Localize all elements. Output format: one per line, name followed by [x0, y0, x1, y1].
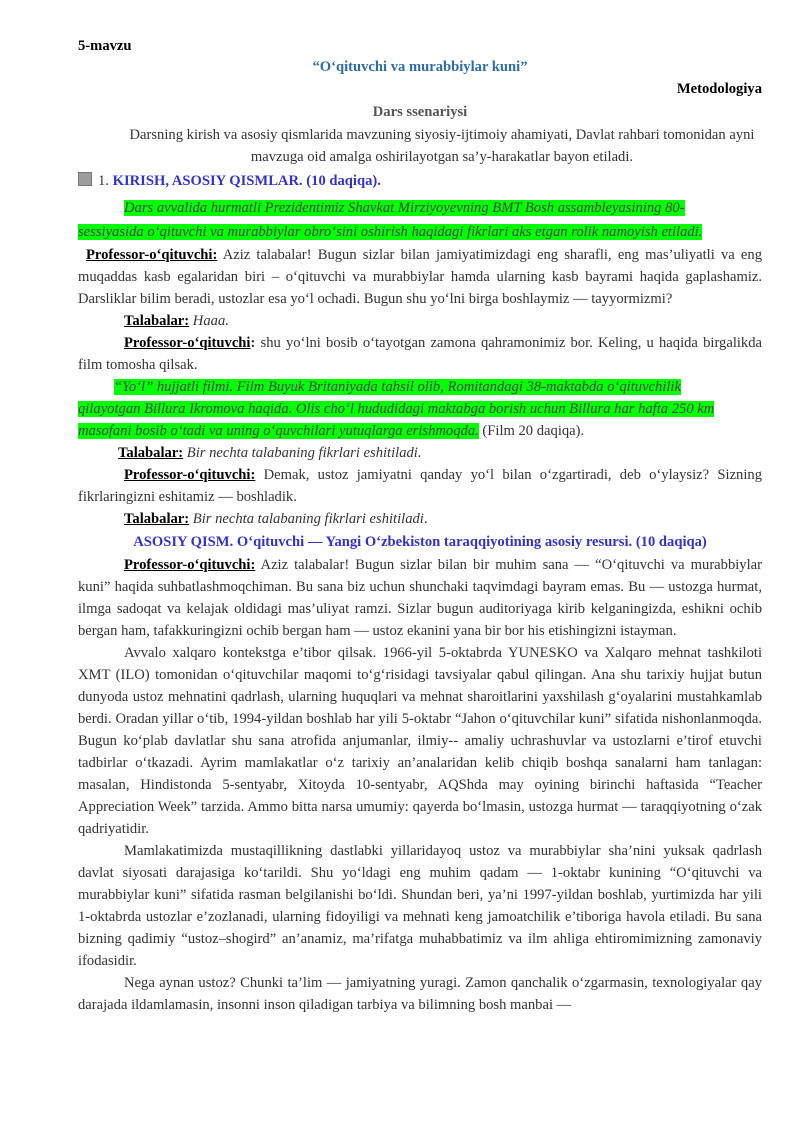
scenario-heading: Dars ssenariysi	[372, 104, 468, 120]
methodology-label: Metodologiya	[676, 81, 762, 97]
section-1-title: KIRISH, ASOSIY QISMLAR. (10 daqiqa).	[112, 173, 381, 189]
dialogue-students-2: Talabalar: Bir nechta talabaning fikrlari eshitiladi.	[118, 445, 422, 461]
topic-label: 5-mavzu	[78, 38, 132, 54]
dialogue-professor-4: Professor-o‘qituvchi: Aziz talabalar! Bugun sizlar bilan bir muhim sana — “O‘qituvchi va murabbiylar kuni” haqida suhbatlashmoqchiman. Bu sana biz uchun shunchaki taqvimdagi bayram emas. Bu — ustozga hurmat, ilmga sadoqat va kelajak oldidagi mas’uliyat ramzi. Sizlar bugun auditoriyaga kirib kelganingizda, eshikni ochib bergan ham, tafakkuringizni ochib bergan ham — ustoz ekanini yana bir bor his etishingizni istayman.	[78, 557, 762, 639]
section-1-number: 1.	[98, 173, 109, 189]
dialogue-professor-3: Professor-o‘qituvchi: Demak, ustoz jamiyatni qanday yo‘l bilan o‘zgartiradi, deb o‘ylaysiz? Sizning fikrlaringizni eshitamiz — boshladik.	[78, 467, 762, 505]
dialogue-professor-2: Professor-o‘qituvchi: shu yo‘lni bosib o‘tayotgan zamona qahramonimiz bor. Keling, u haqida birgalikda film tomosha qilsak.	[78, 335, 762, 373]
paragraph-why-teacher: Nega aynan ustoz? Chunki ta’lim — jamiyatning yuragi. Zamon qanchalik o‘zgarmasin, texnologiyalar qay darajada ildamlamasin, insonni inson qiladigan tarbiya va bilimning bosh manbai —	[78, 975, 762, 1013]
dialogue-students-3: Talabalar: Bir nechta talabaning fikrlari eshitiladi.	[124, 511, 428, 527]
highlight-film-2: qilayotgan Billura Ikromova haqida. Olis cho‘l hududidagi maktabga borish uchun Billura har hafta 250 km	[78, 401, 715, 417]
dialogue-professor-1: Professor-o‘qituvchi: Aziz talabalar! Bugun sizlar bilan jamiyatimizdagi eng sharafli, eng mas’uliyatli va eng muqaddas kasb egalaridan biri – o‘qituvchi va murabbiylar hamda ularning kasb bayrami haqida gaplashamiz. Darsliklar bilim beradi, ustozlar esa yo‘l ochadi. Bugun shu yo‘lni birga boshlaymiz — tayyormizmi?	[78, 247, 762, 307]
section-1-heading	[78, 170, 762, 192]
highlight-video-note-2: sessiyasida o‘qituvchi va murabbiylar obro‘sini oshirish haqidagi fikrlari aks etgan rolik namoyish etiladi.	[78, 224, 703, 240]
paragraph-national-history: Mamlakatimizda mustaqillikning dastlabki yillaridayoq ustoz va murabbiylar sha’nini yuksak qadrlash davlat siyosati darajasiga ko‘tarildi. Shu yo‘ldagi eng muhim qadam — 1-oktabr kunining “O‘qituvchi va murabbiylar kuni” sifatida rasman belgilanishi bo‘ldi. Shundan beri, ya’ni 1997-yildan boshlab, yurtimizda har yili 1-oktabrda ustozlar e’zozlanadi, ularning fidoyiligi va mehnati keng jamoatchilik e’tiboriga havola etiladi. Bu sana bizning qadimiy “ustoz–shogird” an’anamiz, ma’rifatga muhabbatimiz va ilm ahliga ehtiromimizning zamonaviy ifodasidir.	[78, 843, 762, 969]
highlight-film-1: “Yo‘l” hujjatli filmi. Film Buyuk Britaniyada tahsil olib, Romitandagi 38-maktabda o‘qituvchilik	[114, 379, 681, 395]
dialogue-students-1: Talabalar: Haaa.	[124, 313, 229, 329]
document-page	[78, 36, 762, 1016]
highlight-video-note-1: Dars avvalida hurmatli Prezidentimiz Shavkat Mirziyoyevning BMT Bosh assambleyasining 80-	[124, 200, 685, 216]
intro-paragraph: Darsning kirish va asosiy qismlarida mavzuning siyosiy-ijtimoiy ahamiyati, Davlat rahbari tomonidan ayni mavzuga oid amalga oshirilayotgan sa’y-harakatlar bayon etiladi.	[129, 127, 755, 165]
section-2-heading: ASOSIY QISM. O‘qituvchi — Yangi O‘zbekiston taraqqiyotining asosiy resursi. (10 daqiqa)	[133, 534, 707, 550]
paragraph-international-context: Avvalo xalqaro kontekstga e’tibor qilsak. 1966-yil 5-oktabrda YUNESKO va Xalqaro mehnat tashkiloti XMT (ILO) tomonidan o‘qituvchilar maqomi to‘g‘risidagi tavsiyalar qabul qilingan. Ana shu tarixiy hujjat butun dunyoda ustoz mehnatini qadrlash, ularning huquqlari va mehnat sharoitlarini yaxshilash g‘oyalarini mustahkamlab berdi. Oradan yillar o‘tib, 1994-yildan boshlab har yili 5-oktabr “Jahon o‘qituvchilar kuni” sifatida nishonlanmoqda. Bugun ko‘plab davlatlar shu sana atrofida anjumanlar, ilmiy-- amaliy uchrashuvlar va ustozlarni e’tirof etuvchi tadbirlar o‘tkazadi. Ayrim mamlakatlar o‘z tarixiy an’analaridan kelib chiqib boshqa sanalarni ham tanlagan: masalan, Hindistonda 5-sentyabr, Xitoyda 10-sentyabr, AQShda may oyining birinchi haftasida “Teacher Appreciation Week” tarzida. Ammo bitta narsa umumiy: qayerda bo‘lmasin, ustozga hurmat — taraqqiyotning o‘zak qadriyatidir.	[78, 645, 762, 837]
highlight-film-3: masofani bosib o‘tadi va uning o‘quvchilari yutuqlarga erishmoqda. (Film 20 daqiqa).	[78, 423, 585, 439]
checkbox-square-icon	[78, 172, 92, 186]
document-title: “O‘qituvchi va murabbiylar kuni”	[312, 59, 528, 75]
